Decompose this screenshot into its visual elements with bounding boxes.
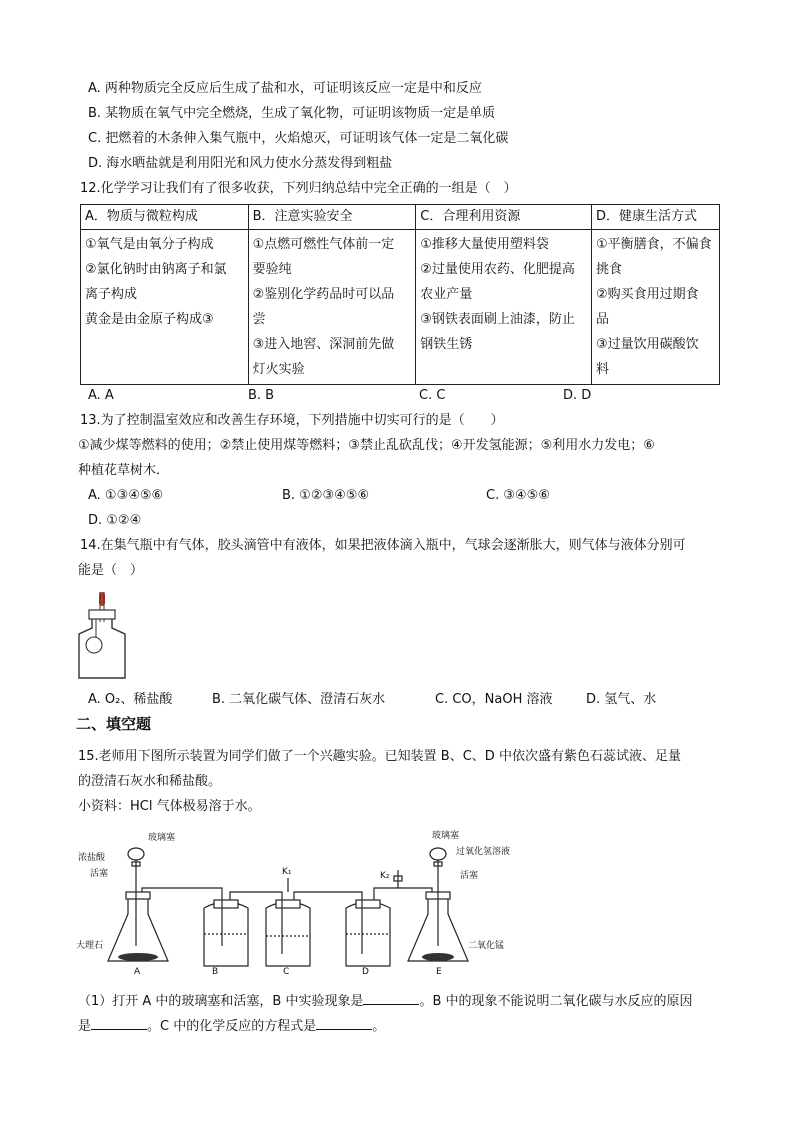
q12-cell-d-line: 挑食	[596, 262, 623, 277]
q15-sub1-part-d: 。C 中的化学反应的方程式是	[147, 1019, 317, 1034]
mno2-solid	[422, 953, 454, 961]
q12-cell-b-line: 灯火实验	[252, 362, 305, 377]
q15-sub1-line2	[78, 1015, 385, 1037]
q15-sub1-part-b: 。B 中的现象不能说明二氧化碳与水反应的原因	[419, 994, 693, 1009]
q12-cell-b-line: ③进入地窖、深洞前先做	[252, 337, 395, 352]
q14-stem-line2: 能是（ ）	[78, 563, 144, 578]
label-k2: K₂	[380, 871, 390, 881]
q12-header-b: B．注意实验安全	[248, 205, 416, 230]
q12-cell-d-line: 料	[596, 362, 610, 377]
section-title: 二、填空题	[76, 715, 152, 733]
q12-cell-a-line: 黄金是由金原子构成③	[85, 312, 214, 327]
q12-cell-b	[248, 230, 416, 385]
q12-option-c: C. C	[419, 388, 446, 403]
q12-cell-c-line: ①推移大量使用塑料袋	[420, 237, 549, 252]
q14-option-a: A. O₂、稀盐酸	[88, 692, 173, 707]
apparatus-diagram	[76, 826, 536, 976]
q11-option-a: A. 两种物质完全反应后生成了盐和水，可证明该反应一定是中和反应	[88, 81, 482, 96]
q12-stem: 12.化学学习让我们有了很多收获，下列归纳总结中完全正确的一组是（ ）	[80, 181, 517, 196]
q12-table	[80, 204, 720, 385]
label-e: E	[436, 967, 442, 976]
q14-option-c: C. CO，NaOH 溶液	[435, 692, 553, 707]
bottle-c	[266, 902, 310, 966]
q12-table-body-row	[81, 230, 720, 385]
q12-cell-c	[416, 230, 592, 385]
label-valve-right: 活塞	[460, 871, 479, 881]
q12-cell-a-line: ①氧气是由氧分子构成	[85, 237, 214, 252]
label-conc-hcl: 浓盐酸	[78, 853, 106, 863]
label-b: B	[212, 967, 219, 976]
q14-option-d: D. 氢气、水	[586, 692, 657, 707]
q13-option-b: B. ①②③④⑤⑥	[282, 488, 370, 503]
q12-cell-a	[81, 230, 249, 385]
q12-header-c: C．合理利用资源	[416, 205, 592, 230]
bottle-stopper	[89, 610, 115, 619]
q12-cell-c-line: 钢铁生锈	[420, 337, 473, 352]
label-marble: 大理石	[76, 941, 104, 951]
q11-option-c: C. 把燃着的木条伸入集气瓶中，火焰熄灭，可证明该气体一定是二氧化碳	[88, 131, 509, 146]
q15-sub1-part-e: 。	[372, 1019, 386, 1034]
q13-measures-line2: 种植花草树木．	[78, 463, 170, 478]
q13-stem: 13.为了控制温室效应和改善生存环境，下列措施中切实可行的是（ ）	[80, 413, 504, 428]
q13-option-c: C. ③④⑤⑥	[486, 488, 550, 503]
q11-option-b: B. 某物质在氧气中完全燃烧，生成了氧化物，可证明该物质一定是单质	[88, 106, 496, 121]
q12-cell-c-line: 农业产量	[420, 287, 473, 302]
q12-cell-c-line: ③钢铁表面刷上油漆，防止	[420, 312, 575, 327]
gas-bottle-diagram	[72, 588, 132, 682]
marble-solid	[118, 953, 158, 961]
balloon	[86, 637, 102, 653]
q12-option-d: D. D	[563, 388, 592, 403]
q12-cell-d-line: ①平衡膳食，不偏食	[596, 237, 712, 252]
label-h2o2: 过氧化氢溶液	[456, 847, 511, 857]
gas-bottle	[79, 619, 125, 678]
q13-measures-line1: ①减少煤等燃料的使用；②禁止使用煤等燃料；③禁止乱砍乱伐；④开发氢能源；⑤利用水力发电；⑥	[78, 438, 655, 453]
answer-blank[interactable]	[316, 1015, 372, 1030]
q13-option-a: A. ①③④⑤⑥	[88, 488, 164, 503]
q15-note: 小资料：HCl 气体极易溶于水。	[78, 799, 261, 814]
flask-a	[108, 898, 168, 961]
q12-cell-b-line: 尝	[252, 312, 266, 327]
q12-cell-d-line: ②购买食用过期食	[596, 287, 699, 302]
label-a: A	[134, 967, 141, 976]
q11-option-d: D. 海水晒盐就是利用阳光和风力使水分蒸发得到粗盐	[88, 156, 393, 171]
label-glass-stopper-left: 玻璃塞	[148, 833, 176, 843]
label-c: C	[283, 967, 290, 976]
q12-header-a: A．物质与微粒构成	[81, 205, 249, 230]
label-k1: K₁	[282, 867, 292, 877]
q15-sub1-line1	[78, 990, 693, 1012]
q12-cell-a-line: ②氯化钠时由钠离子和氯	[85, 262, 227, 277]
q12-header-d: D．健康生活方式	[592, 205, 720, 230]
q12-cell-d-line: ③过量饮用碳酸饮	[596, 337, 699, 352]
q12-table-header-row	[81, 205, 720, 230]
answer-blank[interactable]	[91, 1015, 147, 1030]
q12-option-a: A. A	[88, 388, 114, 403]
q12-cell-b-line: 要验纯	[252, 262, 292, 277]
answer-blank[interactable]	[363, 990, 419, 1005]
q13-option-d: D. ①②④	[88, 513, 142, 528]
q12-option-b: B. B	[248, 388, 275, 403]
q12-cell-a-line: 离子构成	[85, 287, 138, 302]
q12-cell-d-line: 品	[596, 312, 610, 327]
q15-stem-line2: 的澄清石灰水和稀盐酸。	[78, 774, 222, 789]
q12-cell-b-line: ①点燃可燃性气体前一定	[252, 237, 395, 252]
q14-option-b: B. 二氧化碳气体、澄清石灰水	[212, 692, 386, 707]
label-valve-left: 活塞	[90, 869, 109, 879]
q14-stem-line1: 14.在集气瓶中有气体，胶头滴管中有液体，如果把液体滴入瓶中，气球会逐渐胀大，则气体与液体分别可	[80, 538, 686, 553]
q12-cell-c-line: ②过量使用农药、化肥提高	[420, 262, 575, 277]
label-glass-stopper-right: 玻璃塞	[432, 831, 460, 841]
q15-sub1-part-c: 是	[78, 1019, 92, 1034]
q15-sub1-part-a: （1）打开 A 中的玻璃塞和活塞，B 中实验现象是	[78, 994, 364, 1009]
label-d: D	[362, 967, 369, 976]
q12-cell-d	[592, 230, 720, 385]
q12-cell-b-line: ②鉴别化学药品时可以品	[252, 287, 395, 302]
label-mno2: 二氧化锰	[468, 941, 505, 951]
q15-stem-line1: 15.老师用下图所示装置为同学们做了一个兴趣实验。已知装置 B、C、D 中依次盛有紫色石蕊试液、足量	[78, 749, 681, 764]
